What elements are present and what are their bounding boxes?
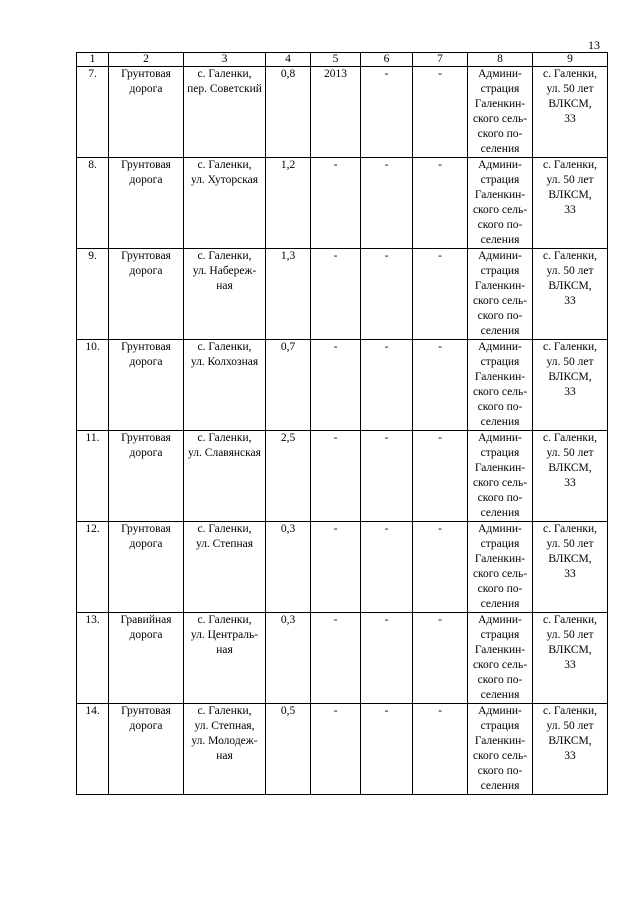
road-type-cell [109,340,184,431]
year-cell: - [311,613,361,704]
road-type-line: Грунтовая [121,432,171,444]
road-location-cell [184,704,266,795]
owner-line: ского сель- [472,386,528,398]
column-6-cell: - [361,249,413,340]
road-length-cell: 0,8 [266,67,311,158]
column-6-cell: - [361,431,413,522]
header-col-4: 4 [266,53,311,67]
owner-line: ского сель- [472,477,528,489]
road-type-line: дорога [129,83,163,95]
owner-line: страция [480,265,520,277]
road-location-line: с. Галенки, [197,432,252,444]
year-cell: - [311,704,361,795]
owner-line: ского сель- [472,113,528,125]
page-number: 13 [588,38,600,52]
owner-address-line: ул. 50 лет [546,629,594,641]
road-location-line: ул. Степная [195,538,254,550]
road-location-line: с. Галенки, [197,250,252,262]
owner-address-line: ул. 50 лет [546,174,594,186]
column-7-cell: - [413,340,468,431]
road-length-cell: 1,3 [266,249,311,340]
header-row [77,53,608,67]
owner-address-line: ул. 50 лет [546,356,594,368]
column-6-cell: - [361,704,413,795]
year-cell: - [311,340,361,431]
table-body [77,67,608,795]
road-type-line: дорога [129,538,163,550]
owner-line: Галенкин- [474,735,526,747]
owner-address-line: с. Галенки, [542,68,598,80]
road-length-cell: 0,3 [266,613,311,704]
owner-address-line: ВЛКСМ, [548,462,592,474]
owner-line: страция [480,720,520,732]
owner-line: ского по- [477,583,523,595]
owner-line: селения [480,325,520,337]
road-location-cell [184,522,266,613]
owner-address-line: 33 [564,204,576,216]
header-col-8: 8 [468,53,533,67]
road-type-line: Грунтовая [121,341,171,353]
road-location-line: с. Галенки, [197,68,252,80]
column-7-cell: - [413,249,468,340]
table-row [77,249,608,340]
owner-address-line: с. Галенки, [542,705,598,717]
row-number-cell: 9. [77,249,109,340]
owner-line: Админи- [478,341,522,353]
owner-line: Галенкин- [474,280,526,292]
owner-line: Галенкин- [474,644,526,656]
row-number-cell: 8. [77,158,109,249]
column-7-cell: - [413,522,468,613]
header-col-1: 1 [77,53,109,67]
road-type-cell [109,522,184,613]
column-6-cell: - [361,67,413,158]
owner-address-line: 33 [564,659,576,671]
table-header [77,53,608,67]
row-number-cell: 11. [77,431,109,522]
year-cell: - [311,158,361,249]
owner-address-line: ВЛКСМ, [548,735,592,747]
owner-cell [468,67,533,158]
owner-address-cell [533,613,608,704]
owner-address-line: 33 [564,386,576,398]
owner-address-line: ВЛКСМ, [548,189,592,201]
owner-line: Админи- [478,523,522,535]
road-location-line: с. Галенки, [197,159,252,171]
header-col-6: 6 [361,53,413,67]
road-location-line: ная [216,644,233,656]
road-type-cell [109,431,184,522]
road-type-line: Гравийная [120,614,172,626]
column-7-cell: - [413,431,468,522]
road-location-line: ул. Хуторская [190,174,259,186]
header-col-7: 7 [413,53,468,67]
owner-line: селения [480,507,520,519]
road-location-line: с. Галенки, [197,523,252,535]
header-col-9: 9 [533,53,608,67]
road-location-cell [184,613,266,704]
year-cell: - [311,249,361,340]
owner-line: ского по- [477,219,523,231]
road-length-cell: 0,3 [266,522,311,613]
owner-line: Админи- [478,68,522,80]
owner-address-line: ул. 50 лет [546,447,594,459]
road-type-cell [109,613,184,704]
column-7-cell: - [413,67,468,158]
header-col-2: 2 [109,53,184,67]
column-6-cell: - [361,613,413,704]
road-location-cell [184,431,266,522]
owner-address-line: с. Галенки, [542,523,598,535]
road-type-line: дорога [129,356,163,368]
road-type-line: Грунтовая [121,250,171,262]
owner-address-cell [533,67,608,158]
road-type-cell [109,67,184,158]
road-length-cell: 0,5 [266,704,311,795]
owner-line: ского сель- [472,295,528,307]
road-location-line: пер. Советский [187,83,262,95]
table-row [77,522,608,613]
column-6-cell: - [361,340,413,431]
column-6-cell: - [361,158,413,249]
owner-line: ского по- [477,128,523,140]
owner-line: Админи- [478,250,522,262]
road-location-line: ул. Славянская [188,447,261,459]
owner-cell [468,431,533,522]
owner-address-cell [533,522,608,613]
owner-line: Админи- [478,705,522,717]
row-number-cell: 12. [77,522,109,613]
owner-line: Галенкин- [474,371,526,383]
year-cell: - [311,431,361,522]
owner-line: страция [480,83,520,95]
road-length-cell: 1,2 [266,158,311,249]
owner-line: ского по- [477,674,523,686]
table-row [77,340,608,431]
road-type-line: дорога [129,629,163,641]
owner-address-line: ВЛКСМ, [548,98,592,110]
table-row [77,158,608,249]
owner-line: ского сель- [472,659,528,671]
owner-line: ского по- [477,401,523,413]
owner-line: селения [480,689,520,701]
owner-line: страция [480,447,520,459]
road-type-line: Грунтовая [121,159,171,171]
road-location-line: ул. Молодеж- [191,735,258,747]
owner-cell [468,613,533,704]
owner-line: ского по- [477,310,523,322]
owner-address-line: ВЛКСМ, [548,644,592,656]
road-type-cell [109,704,184,795]
road-location-cell [184,340,266,431]
table-row [77,431,608,522]
road-type-cell [109,158,184,249]
row-number-cell: 14. [77,704,109,795]
owner-cell [468,249,533,340]
owner-line: страция [480,538,520,550]
owner-address-line: с. Галенки, [542,614,598,626]
owner-line: Админи- [478,432,522,444]
road-type-line: дорога [129,265,163,277]
owner-address-line: ул. 50 лет [546,720,594,732]
road-length-cell: 2,5 [266,431,311,522]
road-location-line: ул. Набереж- [192,265,257,277]
owner-line: Галенкин- [474,462,526,474]
road-location-cell [184,67,266,158]
owner-line: Галенкин- [474,553,526,565]
owner-address-line: 33 [564,750,576,762]
owner-line: селения [480,234,520,246]
owner-address-line: ВЛКСМ, [548,553,592,565]
owner-address-cell [533,431,608,522]
road-location-line: ул. Степная, [194,720,255,732]
owner-address-line: с. Галенки, [542,159,598,171]
owner-address-line: ВЛКСМ, [548,371,592,383]
owner-address-cell [533,704,608,795]
road-location-line: с. Галенки, [197,614,252,626]
owner-line: страция [480,629,520,641]
column-7-cell: - [413,613,468,704]
column-7-cell: - [413,704,468,795]
road-location-cell [184,158,266,249]
owner-line: ского по- [477,765,523,777]
owner-cell [468,340,533,431]
owner-line: страция [480,174,520,186]
owner-address-line: ул. 50 лет [546,265,594,277]
row-number-cell: 7. [77,67,109,158]
owner-address-line: 33 [564,113,576,125]
year-cell: 2013 [311,67,361,158]
road-type-cell [109,249,184,340]
owner-address-line: 33 [564,477,576,489]
road-type-line: дорога [129,720,163,732]
owner-line: селения [480,416,520,428]
row-number-cell: 10. [77,340,109,431]
owner-cell [468,522,533,613]
owner-address-line: ул. 50 лет [546,538,594,550]
road-length-cell: 0,7 [266,340,311,431]
owner-line: селения [480,143,520,155]
table-row [77,613,608,704]
table-row [77,704,608,795]
road-location-line: ная [216,750,233,762]
header-col-5: 5 [311,53,361,67]
owner-line: Галенкин- [474,189,526,201]
owner-line: ского сель- [472,204,528,216]
owner-cell [468,158,533,249]
road-type-line: Грунтовая [121,705,171,717]
owner-address-line: 33 [564,295,576,307]
road-type-line: Грунтовая [121,523,171,535]
table-row [77,67,608,158]
road-location-line: ул. Централь- [190,629,259,641]
road-registry-table [76,52,608,795]
road-location-line: с. Галенки, [197,705,252,717]
owner-line: селения [480,780,520,792]
row-number-cell: 13. [77,613,109,704]
owner-address-cell [533,249,608,340]
owner-line: ского сель- [472,750,528,762]
owner-line: ского сель- [472,568,528,580]
owner-address-line: с. Галенки, [542,341,598,353]
column-7-cell: - [413,158,468,249]
owner-line: страция [480,356,520,368]
road-location-line: ная [216,280,233,292]
year-cell: - [311,522,361,613]
owner-address-line: с. Галенки, [542,250,598,262]
header-col-3: 3 [184,53,266,67]
owner-line: Админи- [478,614,522,626]
owner-line: селения [480,598,520,610]
owner-line: Админи- [478,159,522,171]
owner-address-cell [533,158,608,249]
owner-address-line: с. Галенки, [542,432,598,444]
road-location-line: с. Галенки, [197,341,252,353]
owner-address-line: ВЛКСМ, [548,280,592,292]
owner-address-cell [533,340,608,431]
road-type-line: Грунтовая [121,68,171,80]
owner-line: Галенкин- [474,98,526,110]
road-location-cell [184,249,266,340]
owner-address-line: 33 [564,568,576,580]
owner-address-line: ул. 50 лет [546,83,594,95]
road-location-line: ул. Колхозная [190,356,259,368]
road-type-line: дорога [129,174,163,186]
road-type-line: дорога [129,447,163,459]
owner-cell [468,704,533,795]
owner-line: ского по- [477,492,523,504]
column-6-cell: - [361,522,413,613]
